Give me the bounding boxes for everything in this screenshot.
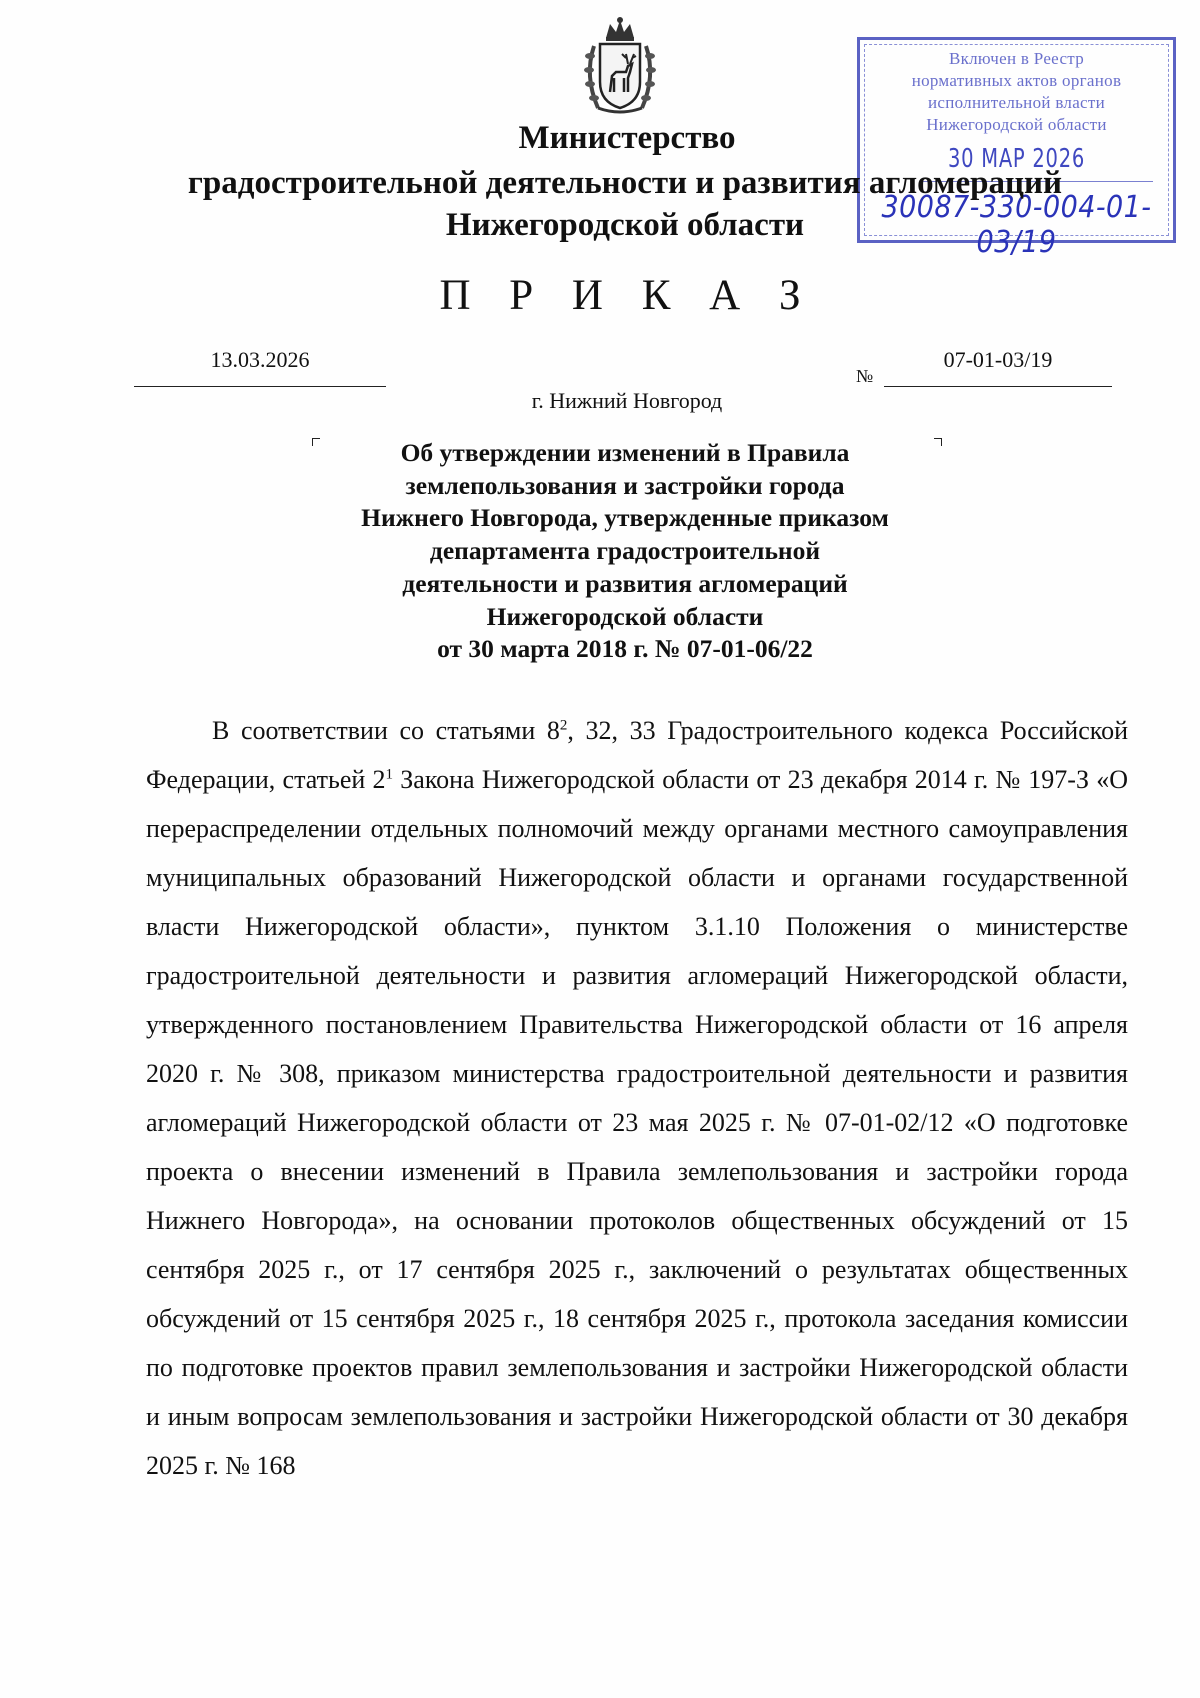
superscript: 1 xyxy=(385,766,394,783)
body-paragraph xyxy=(146,706,1128,1490)
document-number-field xyxy=(884,343,1112,387)
subject-line: деятельности и развития агломераций xyxy=(402,568,848,598)
stamp-text-line: Нижегородской области xyxy=(926,115,1107,134)
ministry-title-line: Нижегородской области xyxy=(445,207,805,243)
subject-line: землепользования и застройки города xyxy=(405,470,845,500)
superscript: 2 xyxy=(559,717,568,734)
coat-of-arms-emblem xyxy=(580,16,660,120)
subject-line: Об утверждении изменений в Правила xyxy=(400,438,850,467)
stamp-text-line: исполнительной власти xyxy=(927,93,1106,112)
ministry-title-line: градостроительной деятельности и развития агломераций xyxy=(187,165,1063,201)
stamp-date: 30 МАР 2026 xyxy=(947,144,1086,174)
subject-line: Нижнего Новгорода, утвержденные приказом xyxy=(361,503,889,533)
subject-line: Нижегородской области xyxy=(486,601,764,631)
body-text-part: В соответствии со статьями 8 xyxy=(212,716,560,745)
subject-line: от 30 марта 2018 г. № 07-01-06/22 xyxy=(437,634,813,664)
body-text-part: Закона Нижегородской области от 23 декабря 2014 г. № 197-З «О перераспределении отдельных полномочий между органами местного самоуправления муниципальных образований Нижегородской области и органами государственной власти Нижегородской области», пунктом 3.1.10 Положения о министерстве градостроительной деятельности и развития агломераций Нижегородской области, утвержденного постановлением Правительства Нижегородской области от 16 апреля 2020 г. № 308, приказом министерства градостроительной деятельности и развития агломераций Нижегородской области от 23 мая 2025 г. № 07-01-02/12 «О подготовке проекта о внесении изменений в Правила землепользования и застройки города Нижнего Новгорода», на основании протоколов общественных обсуждений от 15 сентября 2025 г., от 17 сентября 2025 г., заключений о результатах общественных обсуждений от 15 сентября 2025 г., 18 сентября 2025 г., протокола заседания комиссии по подготовке проектов правил землепользования и застройки Нижегородской области и иным вопросам землепользования и застройки Нижегородской области от 30 декабря 2025 г. № 168 xyxy=(146,765,1128,1480)
stamp-text-line: Включен в Реестр xyxy=(948,49,1085,68)
document-number: 07-01-03/19 xyxy=(943,347,1053,372)
stamp-registration-number: 30087-330-004-01-03/19 xyxy=(881,190,1152,260)
stamp-text-line: нормативных актов органов xyxy=(911,71,1122,90)
document-type-heading: П Р И К А З xyxy=(439,272,815,319)
document-date: 13.03.2026 xyxy=(210,347,310,372)
number-sign-label: № xyxy=(856,366,874,386)
city-line: г. Нижний Новгород xyxy=(531,388,723,413)
document-date-field xyxy=(134,343,386,387)
ministry-title-line: Министерство xyxy=(518,120,736,156)
subject-line: департамента градостроительной xyxy=(429,536,821,566)
body-text-part: , 32, 33 Градостроительного кодекса Российской Федерации, статьей 2 xyxy=(146,716,1128,794)
body-text xyxy=(146,706,1128,1490)
subject-heading xyxy=(300,437,950,666)
